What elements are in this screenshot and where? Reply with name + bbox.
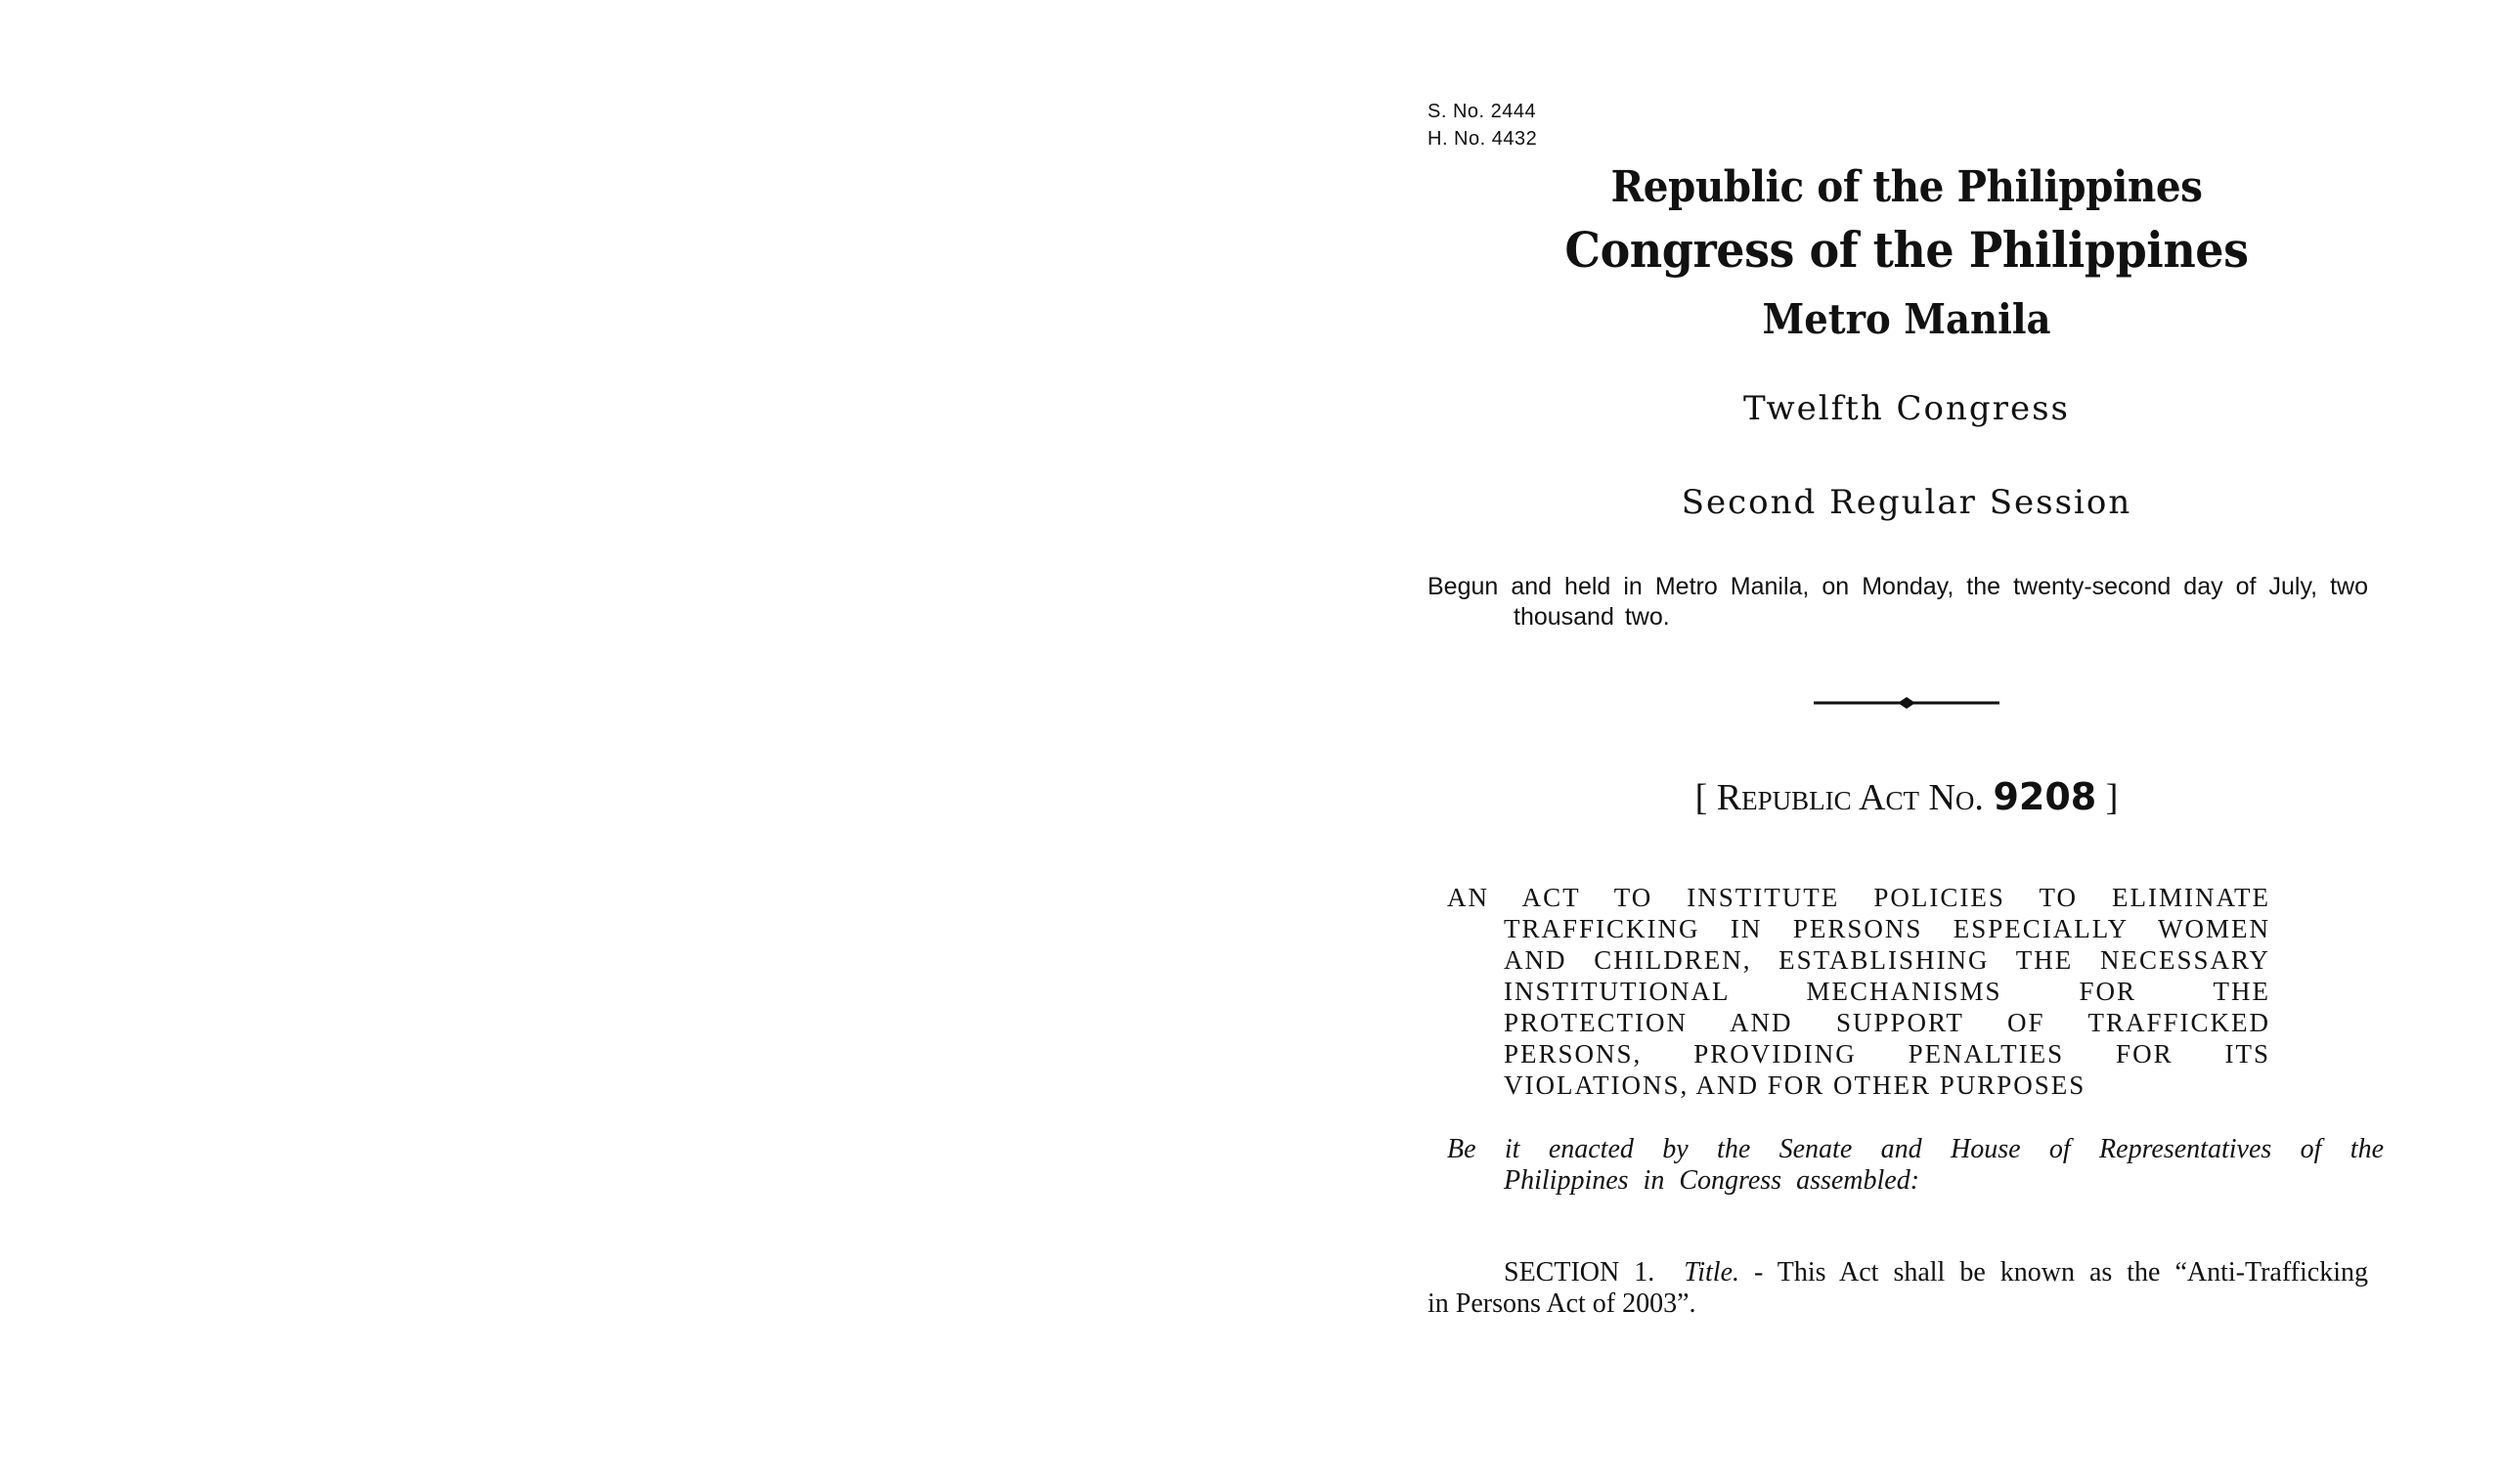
republic-act-number — [1427, 775, 2386, 819]
act-title-line: AND CHILDREN, ESTABLISHING THE NECESSARY — [1504, 945, 2270, 975]
act-bracket-open: [ — [1694, 777, 1717, 818]
senate-bill-number: S. No. 2444 — [1427, 101, 1537, 122]
section-1-line — [1427, 1257, 2368, 1288]
enacting-clause — [1447, 1134, 2384, 1197]
section-1-line: in Persons Act of 2003”. — [1427, 1288, 1696, 1319]
document-page — [1427, 0, 2386, 1484]
act-title-line: PERSONS, PROVIDING PENALTIES FOR ITS — [1504, 1039, 2270, 1069]
section-title: Title. — [1684, 1257, 1739, 1288]
act-title-line: INSTITUTIONAL MECHANISMS FOR THE — [1504, 977, 2270, 1006]
act-label: Republic Act No. — [1716, 777, 1994, 818]
begun-paragraph: Begun and held in Metro Manila, on Monday, the twenty-second day of July, two thousand two. — [1427, 573, 2368, 631]
section-1 — [1427, 1257, 2368, 1320]
congress-number-heading: Twelfth Congress — [1743, 389, 2070, 428]
bill-numbers — [1427, 98, 1537, 153]
republic-heading: Republic of the Philippines — [1610, 162, 2203, 212]
act-number-value: 9208 — [1993, 775, 2097, 818]
ornamental-divider — [1814, 694, 1999, 712]
act-title-line: TRAFFICKING IN PERSONS ESPECIALLY WOMEN — [1504, 914, 2270, 943]
enacting-clause-line: Be it enacted by the Senate and House of Representatives of the — [1447, 1134, 2384, 1164]
location-heading: Metro Manila — [1762, 295, 2051, 343]
act-title-line: AN ACT TO INSTITUTE POLICIES TO ELIMINATE — [1447, 883, 2270, 912]
act-title — [1447, 882, 2270, 1101]
act-title-line: VIOLATIONS, AND FOR OTHER PURPOSES — [1504, 1070, 2086, 1100]
congress-heading: Congress of the Philippines — [1564, 221, 2249, 279]
section-label: SECTION 1. — [1504, 1257, 1655, 1288]
section-text: - This Act shall be known as the “Anti-Trafficking — [1739, 1257, 2368, 1288]
enacting-clause-line: Philippines in Congress assembled: — [1504, 1165, 1920, 1196]
act-bracket-close: ] — [2096, 777, 2119, 818]
act-title-line: PROTECTION AND SUPPORT OF TRAFFICKED — [1504, 1008, 2270, 1037]
session-heading: Second Regular Session — [1681, 483, 2132, 522]
house-bill-number: H. No. 4432 — [1427, 128, 1538, 150]
